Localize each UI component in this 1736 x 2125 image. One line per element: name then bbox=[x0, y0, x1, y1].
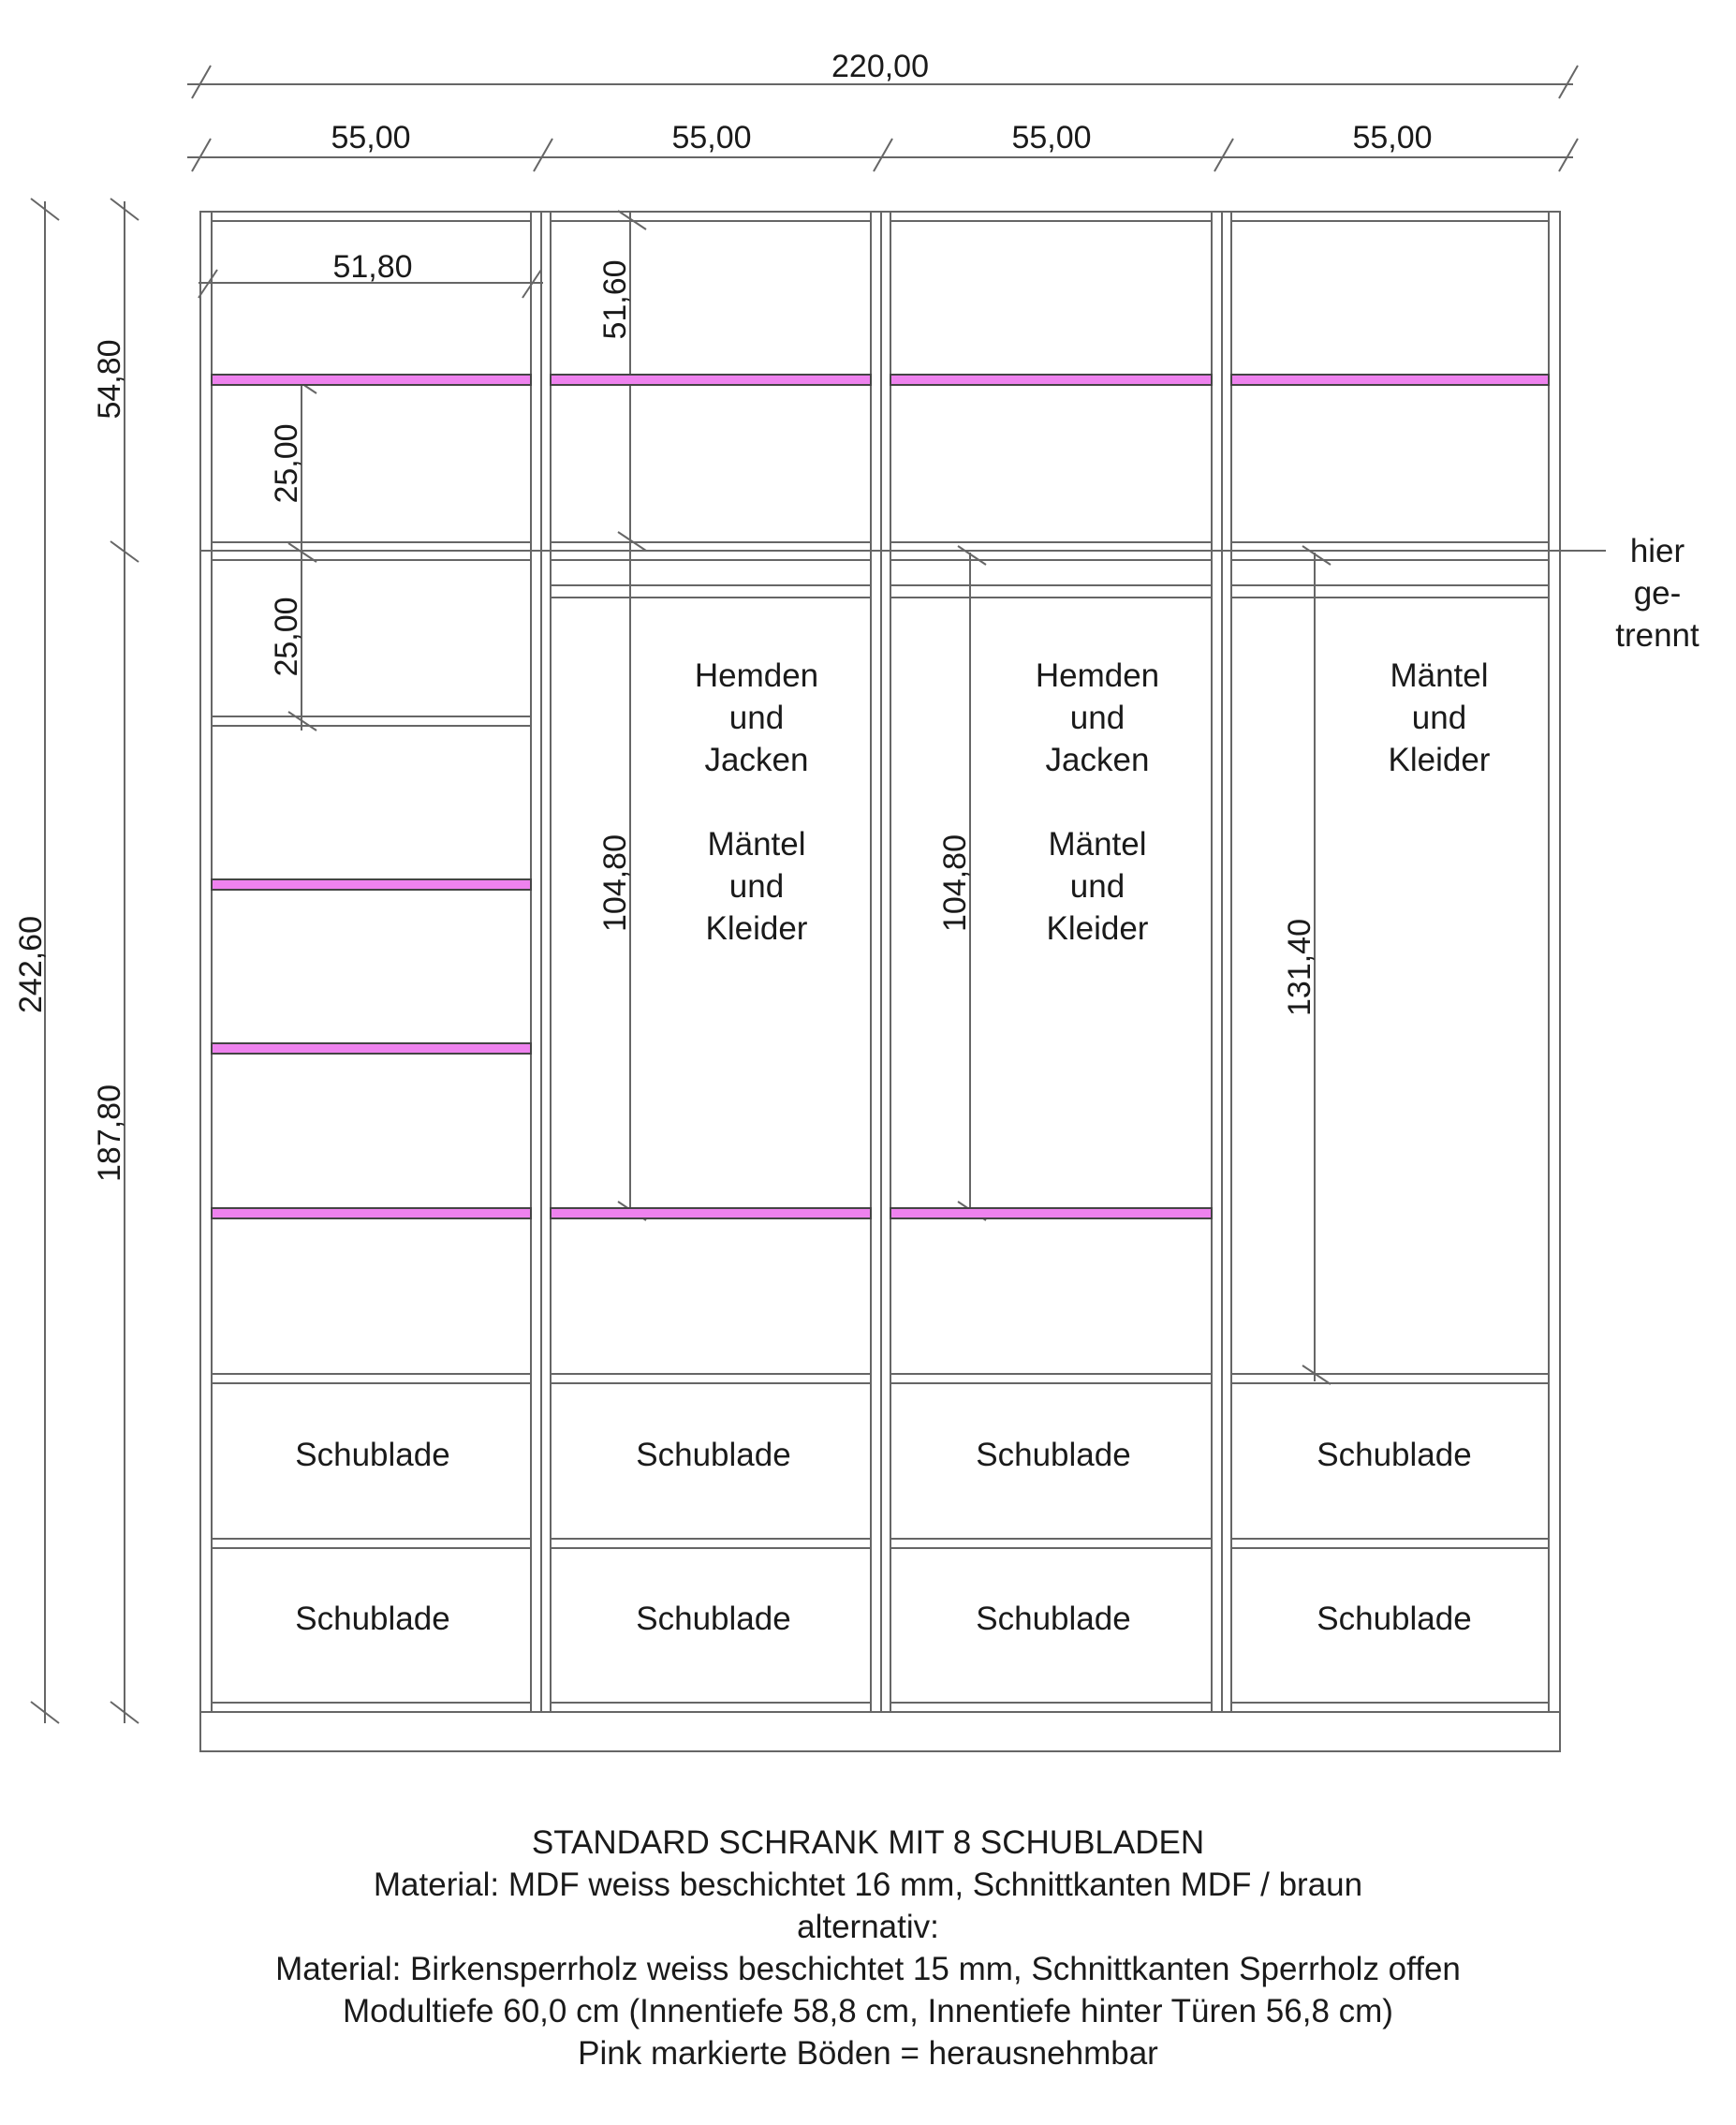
inner-width-dim: 51,80 bbox=[332, 249, 413, 285]
caption-removable-note: Pink markierte Böden = herausnehmbar bbox=[578, 2035, 1158, 2072]
drawer-label: Schublade bbox=[295, 1601, 450, 1637]
split-note-line-3: trennt bbox=[1615, 617, 1699, 654]
drawer-label: Schublade bbox=[976, 1601, 1131, 1637]
compartment-3-label: Hemden bbox=[1035, 657, 1160, 694]
drawer-label: Schublade bbox=[295, 1437, 450, 1473]
module-2-width-dim: 55,00 bbox=[671, 120, 752, 155]
caption bbox=[0, 1822, 1736, 2074]
module-4-width-dim: 55,00 bbox=[1352, 120, 1433, 155]
drawer-label: Schublade bbox=[1317, 1601, 1472, 1637]
compartment-2-label: und bbox=[728, 700, 785, 736]
caption-title: STANDARD SCHRANK MIT 8 SCHUBLADEN bbox=[531, 1824, 1205, 1861]
compartment-4-label: Mäntel bbox=[1390, 657, 1489, 694]
drawer-label: Schublade bbox=[976, 1437, 1131, 1473]
total-width-dim: 220,00 bbox=[831, 49, 929, 84]
compartment-3-label: Kleider bbox=[1046, 910, 1149, 947]
hanging-height-2-dim: 104,80 bbox=[937, 834, 973, 932]
hanging-height-3-dim: 131,40 bbox=[1282, 919, 1317, 1016]
caption-alternative: alternativ: bbox=[797, 1909, 939, 1945]
module-1-width-dim: 55,00 bbox=[331, 120, 411, 155]
compartment-2-label: Kleider bbox=[705, 910, 808, 947]
compartment-2-label: Hemden bbox=[694, 657, 819, 694]
caption-material-alt: Material: Birkensperrholz weiss beschichtet 15 mm, Schnittkanten Sperrholz offen bbox=[275, 1951, 1461, 1987]
module-3-width-dim: 55,00 bbox=[1011, 120, 1092, 155]
caption-depth: Modultiefe 60,0 cm (Innentiefe 58,8 cm, Innentiefe hinter Türen 56,8 cm) bbox=[343, 1993, 1393, 2029]
compartment-2-label: Jacken bbox=[704, 742, 809, 778]
compartment-3-label: Jacken bbox=[1045, 742, 1150, 778]
hanging-height-1-dim: 104,80 bbox=[597, 834, 633, 932]
upper-section-height-dim: 54,80 bbox=[92, 339, 127, 420]
split-note-line-2: ge- bbox=[1633, 575, 1682, 612]
lower-section-height-dim: 187,80 bbox=[92, 1085, 127, 1182]
shelf-spacing-1-dim: 25,00 bbox=[269, 423, 304, 504]
split-note-line-1: hier bbox=[1629, 533, 1685, 569]
top-height-dim: 51,60 bbox=[597, 259, 633, 340]
total-height-dim: 242,60 bbox=[13, 916, 49, 1013]
shelf-spacing-2-dim: 25,00 bbox=[269, 597, 304, 677]
drawer-label: Schublade bbox=[1317, 1437, 1472, 1473]
compartment-4-label: und bbox=[1411, 700, 1467, 736]
caption-material: Material: MDF weiss beschichtet 16 mm, Schnittkanten MDF / braun bbox=[373, 1867, 1363, 1903]
compartment-3-label: und bbox=[1069, 868, 1125, 905]
drawer-label: Schublade bbox=[636, 1601, 791, 1637]
compartment-2-label: und bbox=[728, 868, 785, 905]
compartment-2-label: Mäntel bbox=[707, 826, 806, 863]
compartment-4-label: Kleider bbox=[1388, 742, 1491, 778]
compartment-3-label: Mäntel bbox=[1048, 826, 1147, 863]
compartment-3-label: und bbox=[1069, 700, 1125, 736]
drawer-label: Schublade bbox=[636, 1437, 791, 1473]
